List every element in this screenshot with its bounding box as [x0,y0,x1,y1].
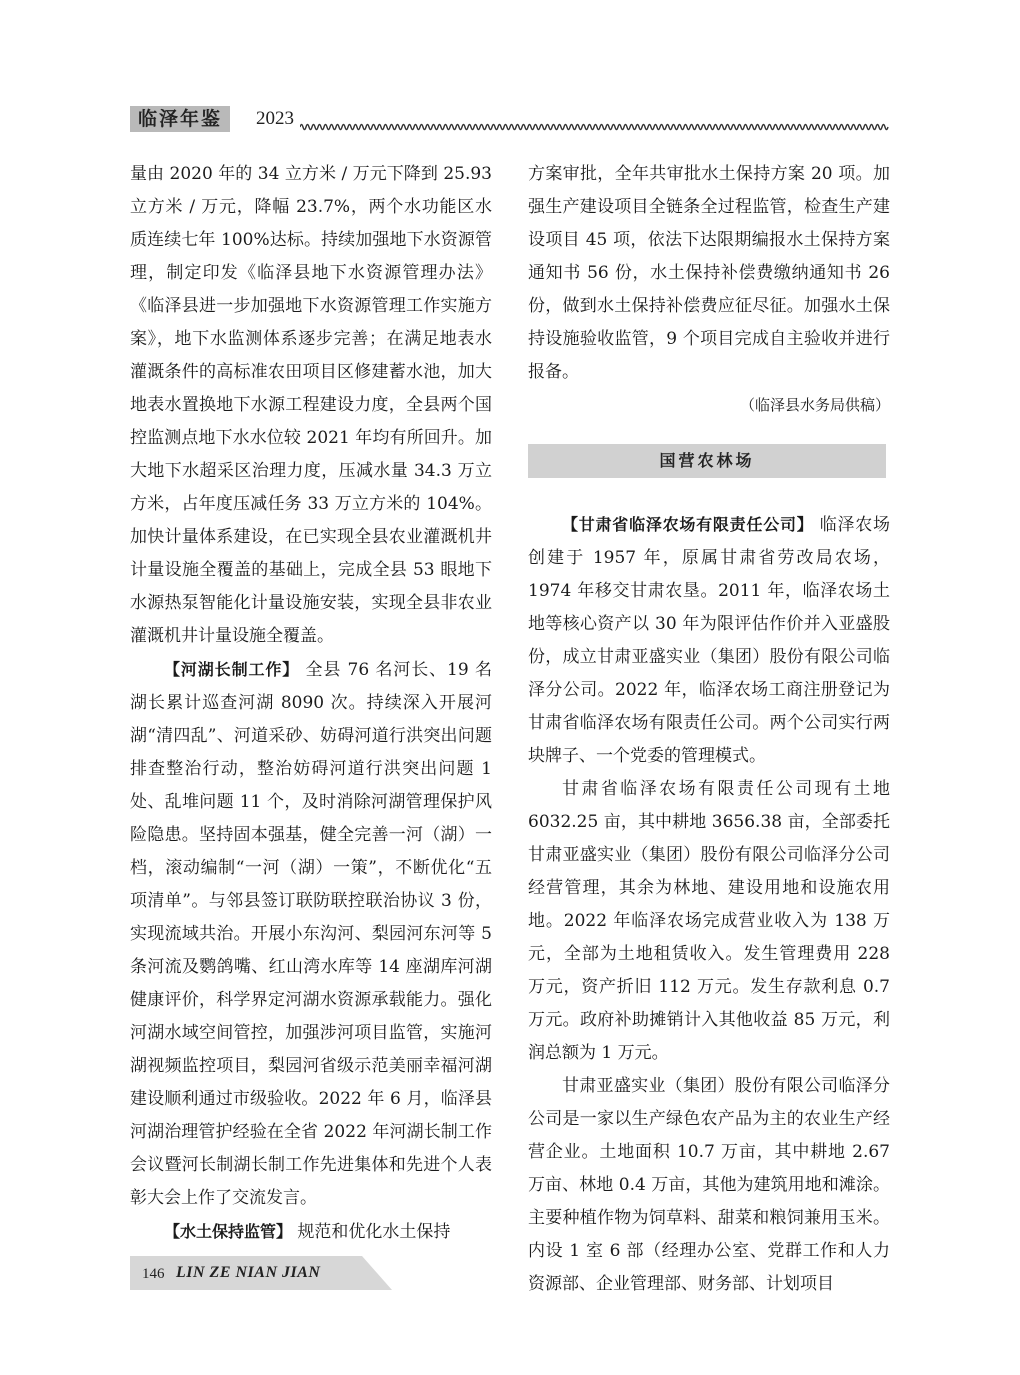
header-year: 2023 [256,108,294,129]
text-river-lake-chief: 全县 76 名河长、19 名湖长累计巡查河湖 8090 次。持续深入开展河湖“清四乱”、河道采砂、妨碍河道行洪突出问题排查整治行动，整治妨碍河道行洪突出问题 1 处、乱堆问题 11 个，及时消除河湖管理保护风险隐患。坚持固本强基，健全完善一河（湖）一档，滚动编制“一河（湖）一策”，不断优化“五项清单”。与邻县签订联防联控联治协议 3 份，实现流域共治。开展小东沟河、梨园河东河等 5 条河流及鹦鸽嘴、红山湾水库等 14 座湖库河湖健康评价，科学界定河湖水资源承载能力。强化河湖水域空间管控，加强涉河项目监管，实施河湖视频监控项目，梨园河省级示范美丽幸福河湖建设顺利通过市级验收。2022 年 6 月，临泽县河湖治理管护经验在全省 2022 年河湖长制工作会议暨河长制湖长制工作先进集体和先进个人表彰大会上作了交流发言。 [130,660,492,1208]
header-book-title: 临泽年鉴 [130,106,230,132]
text-linze-farm: 临泽农场创建于 1957 年，原属甘肃省劳改局农场，1974 年移交甘肃农垦。2011 年，临泽农场土地等核心资产以 30 年为限评估作价并入亚盛股份，成立甘肃亚盛实业（集团）股份有限公司临泽分公司。2022 年，临泽农场工商注册登记为甘肃省临泽农场有限责任公司。两个公司实行两块牌子、一个党委的管理模式。 [528,515,890,766]
source-credit: （临泽县水务局供稿） [739,396,890,414]
paragraph-water-resources: 量由 2020 年的 34 立方米 / 万元下降到 25.93 立方米 / 万元，降幅 23.7%，两个水功能区水质连续七年 100%达标。持续加强地下水资源管理，制定印发《临泽县地下水资源管理办法》《临泽县进一步加强地下水资源管理工作实施方案》，地下水监测体系逐步完善；在满足地表水灌溉条件的高标准农田项目区修建蓄水池，加大地表水置换地下水源工程建设力度，全县两个国控监测点地下水水位较 2021 年均有所回升。加大地下水超采区治理力度，压减水量 34.3 万立方米，占年度压减任务 33 万立方米的 104%。加快计量体系建设，在已实现全县农业灌溉机井计量设施全覆盖的基础上，完成全县 53 眼地下水源热泵智能化计量设施安装，实现全县非农业灌溉机井计量设施全覆盖。 [130,164,492,646]
header-wavy-rule [300,120,890,134]
paragraph-linze-farm [528,508,890,773]
journal-pinyin-title: LIN ZE NIAN JIAN [176,1264,321,1281]
right-column [528,158,890,1301]
left-column [130,158,492,1249]
lead-soil-conservation: 【水土保持监管】 [164,1222,293,1241]
paragraph-river-lake-chief [130,653,492,1215]
paragraph-soil-conservation [130,1215,492,1249]
paragraph-yasheng-branch: 甘肃亚盛实业（集团）股份有限公司临泽分公司是一家以生产绿色农产品为主的农业生产经营企业。土地面积 10.7 万亩，其中耕地 2.67 万亩、林地 0.4 万亩，其他为建筑用地和滩涂。主要种植作物为饲草料、甜菜和粮饲兼用玉米。内设 1 室 6 部（经理办公室、党群工作和人力资源部、企业管理部、财务部、计划项目 [528,1076,890,1294]
section-heading: 国营农林场 [528,444,886,478]
paragraph-farm-land: 甘肃省临泽农场有限责任公司现有土地 6032.25 亩，其中耕地 3656.38 亩，全部委托甘肃亚盛实业（集团）股份有限公司临泽分公司经营管理，其余为林地、建设用地和设施农用地。2022 年临泽农场完成营业收入为 138 万元，全部为土地租赁收入。发生管理费用 228 万元，资产折旧 112 万元。发生存款利息 0.7 万元。政府补助摊销计入其他收益 85 万元，利润总额为 1 万元。 [528,779,890,1063]
page-number: 146 [142,1266,165,1282]
lead-river-lake-chief: 【河湖长制工作】 [164,660,300,679]
lead-linze-farm: 【甘肃省临泽农场有限责任公司】 [562,515,814,534]
paragraph-soil-conservation-cont: 方案审批，全年共审批水土保持方案 20 项。加强生产建设项目全链条全过程监管，检查生产建设项目 45 项，依法下达限期编报水土保持方案通知书 56 份，水土保持补偿费缴纳通知书 26 份，做到水土保持补偿费应征尽征。加强水土保持设施验收监管，9 个项目完成自主验收并进行报备。 [528,164,890,382]
text-soil-conservation: 规范和优化水土保持 [297,1222,451,1242]
running-header [130,100,890,136]
